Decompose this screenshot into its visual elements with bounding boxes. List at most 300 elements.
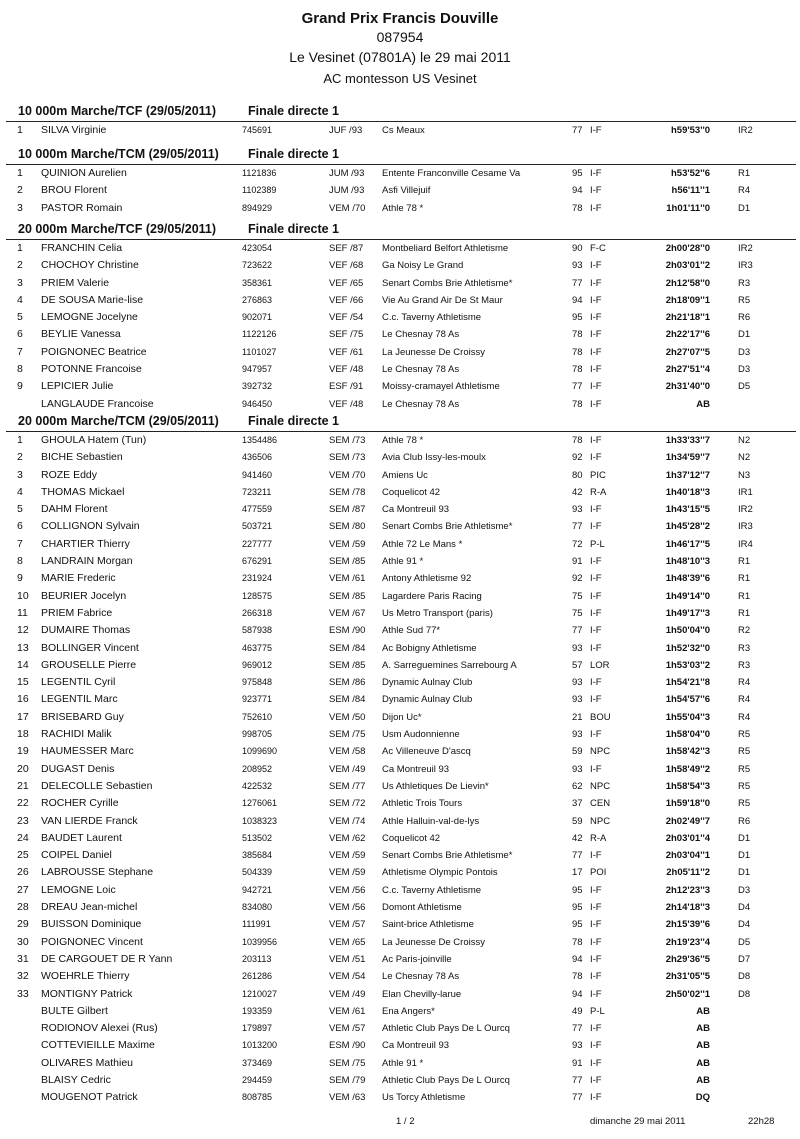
level: IR2 [738,125,753,136]
rank: 2 [17,451,23,464]
category: SEM /72 [329,798,366,810]
department: 93 [572,677,583,689]
league: F-C [590,243,606,254]
club-name: Le Chesnay 78 As [382,971,460,983]
club-name: Entente Franconville Cesame Va [382,168,521,179]
rank: 6 [17,328,23,341]
athlete-name: LABROUSSE Stephane [41,866,154,879]
event-code: 087954 [376,28,424,45]
level: R6 [738,312,751,324]
club-name: Athletisme Olympic Pontois [382,867,498,879]
athlete-name: LEGENTIL Cyril [41,676,116,689]
licence-number: 1013200 [242,1040,278,1051]
rank: 23 [17,814,29,827]
performance: 2h31'40''0 [665,381,710,393]
licence-number: 423054 [242,243,273,253]
result-row [0,518,800,535]
club-name: Athletic Club Pays De L Ourcq [382,1023,510,1035]
licence-number: 373469 [242,1057,273,1068]
level: R5 [738,294,751,306]
club-name: Athletic Club Pays De L Ourcq [382,1074,510,1086]
club-name: Athle 91 * [382,1057,424,1069]
rank: 10 [17,589,29,602]
level: R1 [738,573,751,585]
licence-number: 385684 [242,850,273,861]
level: D8 [738,971,751,983]
licence-number: 942721 [242,884,273,895]
athlete-name: ROCHER Cyrille [41,797,119,810]
performance: 1h50'04''0 [665,625,710,637]
licence-number: 998705 [242,729,273,740]
result-row [0,951,800,968]
rank: 9 [17,380,23,393]
section-header [0,145,800,165]
club-name: Dijon Uc* [382,711,422,723]
club-name: Usm Audonnienne [382,729,460,741]
league: I-F [590,435,602,446]
licence-number: 1039956 [242,936,278,947]
performance: 1h49'17''3 [665,607,710,619]
performance: DQ [695,1092,710,1104]
result-row [0,899,800,916]
performance: 2h22'17''6 [665,329,710,341]
category: VEF /68 [329,260,364,272]
department: 95 [572,902,583,914]
result-row [0,864,800,881]
department: 78 [572,971,583,983]
result-row [0,640,800,657]
league: I-F [590,642,602,654]
club-name: Vie Au Grand Air De St Maur [382,294,503,306]
rank: 7 [17,537,23,550]
category: VEM /61 [329,1005,366,1017]
rank: 9 [17,572,23,585]
result-row [0,570,800,587]
athlete-name: LEMOGNE Jocelyne [41,311,138,324]
club-name: Antony Athletisme 92 [382,573,472,585]
category: VEM /62 [329,832,366,844]
league: P-L [590,1005,605,1017]
league: I-F [590,452,602,464]
performance: 2h19'23''4 [665,936,710,948]
licence-number: 752610 [242,711,273,722]
performance: 1h53'03''2 [665,659,710,671]
result-row [0,257,800,274]
league: I-F [590,988,602,1000]
league: I-F [590,1057,602,1069]
rank: 21 [17,779,29,792]
athlete-name: DUMAIRE Thomas [41,624,131,637]
result-row [0,275,800,292]
rank: 24 [17,831,29,844]
league: NPC [590,780,611,792]
athlete-name: LEGENTIL Marc [41,693,118,706]
rank: 13 [17,641,29,654]
category: VEM /61 [329,573,366,585]
level: D5 [738,381,751,393]
league: I-F [590,573,602,585]
licence-number: 1354486 [242,435,278,445]
department: 21 [572,711,583,723]
club-name: Us Metro Transport (paris) [382,607,493,619]
league: I-F [590,850,602,862]
category: ESM /90 [329,1040,366,1052]
category: VEM /56 [329,902,366,914]
level: D1 [738,850,751,862]
category: ESF /91 [329,381,364,393]
club-name: Ac Paris-joinville [382,953,452,965]
league: I-F [590,202,602,214]
level: D7 [738,953,751,965]
category: SEM /79 [329,1074,366,1086]
licence-number: 975848 [242,677,273,688]
performance: 2h14'18''3 [665,902,710,914]
department: 77 [572,1023,583,1035]
rank: 1 [17,242,23,254]
athlete-name: MOUGENOT Patrick [41,1091,138,1104]
result-row [0,795,800,812]
level: R5 [738,780,751,792]
category: VEM /54 [329,971,366,983]
club-name: Le Chesnay 78 As [382,364,460,376]
league: I-F [590,1023,602,1035]
department: 42 [572,486,583,498]
league: I-F [590,329,602,341]
rank: 16 [17,693,29,706]
club-name: Us Athletiques De Lievin* [382,780,489,792]
club-name: Le Chesnay 78 As [382,398,460,410]
performance: 2h12'58''0 [665,277,710,289]
league: I-F [590,125,602,136]
rank: 8 [17,555,23,568]
results-section [0,220,800,413]
rank: 28 [17,901,29,914]
licence-number: 1276061 [242,798,278,809]
category: VEM /74 [329,815,366,827]
result-row [0,674,800,691]
section-round: Finale directe 1 [248,147,340,161]
department: 77 [572,850,583,862]
athlete-name: LANDRAIN Morgan [41,555,133,568]
league: NPC [590,815,611,827]
club-name: La Jeunesse De Croissy [382,346,485,358]
section-title: 20 000m Marche/TCF (29/05/2011) [18,222,217,236]
performance: 1h48'10''3 [665,556,710,568]
category: JUM /93 [329,185,365,197]
rank: 29 [17,918,29,931]
department: 78 [572,329,583,341]
performance: 1h54'21''8 [665,677,710,689]
league: I-F [590,677,602,689]
licence-number: 1099690 [242,746,278,757]
category: SEM /75 [329,729,366,741]
level: R1 [738,607,751,619]
club-name: Ac Villeneuve D'ascq [382,746,471,758]
licence-number: 504339 [242,867,273,878]
level: D5 [738,936,751,948]
level: IR2 [738,243,753,254]
licence-number: 1210027 [242,988,278,999]
category: SEM /87 [329,504,366,516]
category: VEM /67 [329,607,366,619]
category: VEM /56 [329,884,366,896]
category: VEM /58 [329,746,366,758]
level: R5 [738,763,751,775]
licence-number: 587938 [242,625,273,636]
result-row [0,813,800,830]
league: R-A [590,486,607,498]
athlete-name: VAN LIERDE Franck [41,814,138,827]
performance: 2h27'07''5 [665,346,710,358]
category: VEM /59 [329,850,366,862]
athlete-name: HAUMESSER Marc [41,745,134,758]
department: 93 [572,1040,583,1052]
page-number: 1 / 2 [396,1116,415,1127]
performance: 1h43'15''5 [665,504,710,516]
licence-number: 1101027 [242,346,277,357]
result-row [0,501,800,518]
category: SEM /80 [329,521,366,533]
result-row [0,309,800,326]
result-row [0,847,800,864]
category: VEM /50 [329,711,366,723]
performance: 2h12'23''3 [665,884,710,896]
athlete-name: GROUSELLE Pierre [41,658,137,671]
result-row [0,968,800,985]
rank: 11 [17,606,28,619]
athlete-name: BRISEBARD Guy [41,710,124,723]
club-name: Dynamic Aulnay Club [382,694,473,706]
league: I-F [590,556,602,568]
licence-number: 894929 [242,202,273,213]
result-row [0,484,800,501]
athlete-name: CHOCHOY Christine [41,259,139,272]
licence-number: 193359 [242,1005,273,1016]
league: CEN [590,798,611,810]
athlete-name: QUINION Aurelien [41,167,127,179]
rank: 25 [17,849,29,862]
department: 77 [572,277,583,289]
licence-number: 276863 [242,294,273,305]
rank: 12 [17,624,29,637]
result-row [0,709,800,726]
result-row [0,588,800,605]
league: R-A [590,832,607,844]
league: I-F [590,312,602,324]
section-round: Finale directe 1 [248,104,340,118]
club-name: Lagardere Paris Racing [382,590,482,602]
licence-number: 231924 [242,573,273,584]
result-row [0,240,800,257]
licence-number: 179897 [242,1023,273,1034]
athlete-name: DREAU Jean-michel [41,901,138,914]
level: D3 [738,346,751,358]
result-row [0,378,800,395]
category: VEM /49 [329,988,366,1000]
section-title: 10 000m Marche/TCF (29/05/2011) [18,104,217,118]
performance: 2h29'36''5 [665,953,710,965]
result-row [0,1055,800,1072]
result-row [0,122,800,139]
result-row [0,622,800,639]
rank: 2 [17,259,23,272]
league: I-F [590,398,602,410]
level: R1 [738,168,751,179]
department: 95 [572,312,583,324]
department: 94 [572,294,583,306]
rank: 1 [17,167,23,179]
result-row [0,1003,800,1020]
level: R4 [738,185,751,197]
club-name: Us Torcy Athletisme [382,1092,466,1104]
performance: 1h40'18''3 [665,486,710,498]
league: I-F [590,607,602,619]
rank: 22 [17,797,29,810]
category: VEF /65 [329,277,364,289]
level: R4 [738,694,751,706]
level: D4 [738,919,751,931]
section-header [0,412,800,432]
rank: 2 [17,184,23,197]
category: JUM /93 [329,168,365,179]
rank: 30 [17,935,29,948]
athlete-name: PRIEM Fabrice [41,606,113,619]
category: SEM /78 [329,486,366,498]
club-name: Senart Combs Brie Athletisme* [382,850,513,862]
category: VEF /54 [329,312,364,324]
league: I-F [590,277,602,289]
licence-number: 513502 [242,832,273,843]
rank: 4 [17,293,23,306]
athlete-name: DE CARGOUET DE R Yann [41,952,173,965]
result-row [0,467,800,484]
club-name: Coquelicot 42 [382,486,441,498]
category: VEM /51 [329,953,366,965]
result-row [0,934,800,951]
result-row [0,743,800,760]
category: VEF /48 [329,364,364,376]
department: 17 [572,867,583,879]
department: 93 [572,763,583,775]
results-section [0,102,800,139]
club-name: Ca Montreuil 93 [382,1040,450,1052]
rank: 33 [17,987,29,1000]
club-name: Saint-brice Athletisme [382,919,474,931]
league: I-F [590,1040,602,1052]
level: R2 [738,625,751,637]
rank: 19 [17,745,29,758]
result-row [0,1089,800,1106]
category: VEM /63 [329,1092,366,1104]
department: 77 [572,125,583,136]
level: R5 [738,729,751,741]
rank: 3 [17,276,23,289]
level: R4 [738,711,751,723]
league: I-F [590,729,602,741]
athlete-name: COIPEL Daniel [41,849,112,862]
result-row [0,882,800,899]
level: R1 [738,556,751,568]
category: VEF /66 [329,294,364,306]
league: BOU [590,711,611,723]
event-venue-date: Le Vesinet (07801A) le 29 mai 2011 [289,49,511,66]
league: I-F [590,625,602,637]
level: IR3 [738,260,753,272]
licence-number: 463775 [242,642,273,653]
rank: 5 [17,503,23,516]
licence-number: 358361 [242,277,273,288]
department: 92 [572,573,583,585]
league: POI [590,867,607,879]
club-name: Cs Meaux [382,125,425,136]
category: SEM /84 [329,694,366,706]
department: 37 [572,798,583,810]
rank: 20 [17,762,29,775]
licence-number: 392732 [242,381,273,392]
category: VEM /70 [329,469,366,481]
athlete-name: DUGAST Denis [41,762,115,775]
result-row [0,326,800,343]
licence-number: 261286 [242,971,273,982]
level: D1 [738,329,751,341]
department: 93 [572,504,583,516]
department: 93 [572,694,583,706]
result-row [0,691,800,708]
category: VEM /59 [329,867,366,879]
club-name: Le Chesnay 78 As [382,329,460,341]
athlete-name: WOEHRLE Thierry [41,970,130,983]
athlete-name: COTTEVIEILLE Maxime [41,1039,155,1052]
league: P-L [590,538,605,550]
category: SEM /77 [329,780,366,792]
club-name: Coquelicot 42 [382,832,441,844]
licence-number: 834080 [242,902,273,913]
league: I-F [590,936,602,948]
level: R6 [738,815,751,827]
athlete-name: POIGNONEC Beatrice [41,345,147,358]
club-name: Amiens Uc [382,469,428,481]
result-row [0,605,800,622]
level: D3 [738,364,751,376]
athlete-name: SILVA Virginie [41,124,107,136]
department: 93 [572,642,583,654]
result-row [0,986,800,1003]
athlete-name: ROZE Eddy [41,468,98,481]
results-section [0,145,800,217]
level: R5 [738,746,751,758]
result-row [0,165,800,182]
athlete-name: BUISSON Dominique [41,918,142,931]
athlete-name: POTONNE Francoise [41,363,142,376]
section-round: Finale directe 1 [248,414,340,428]
department: 92 [572,452,583,464]
performance: 1h58'04''0 [665,729,710,741]
athlete-name: RACHIDI Malik [41,728,112,741]
league: I-F [590,1074,602,1086]
result-row [0,200,800,217]
result-row [0,726,800,743]
performance: 2h31'05''5 [665,971,710,983]
category: VEF /61 [329,346,364,358]
department: 75 [572,607,583,619]
rank: 5 [17,311,23,324]
licence-number: 128575 [242,590,273,601]
performance: 2h02'49''7 [665,815,710,827]
rank: 3 [17,201,23,214]
level: D1 [738,867,751,879]
rank: 7 [17,345,23,358]
rank: 27 [17,883,29,896]
